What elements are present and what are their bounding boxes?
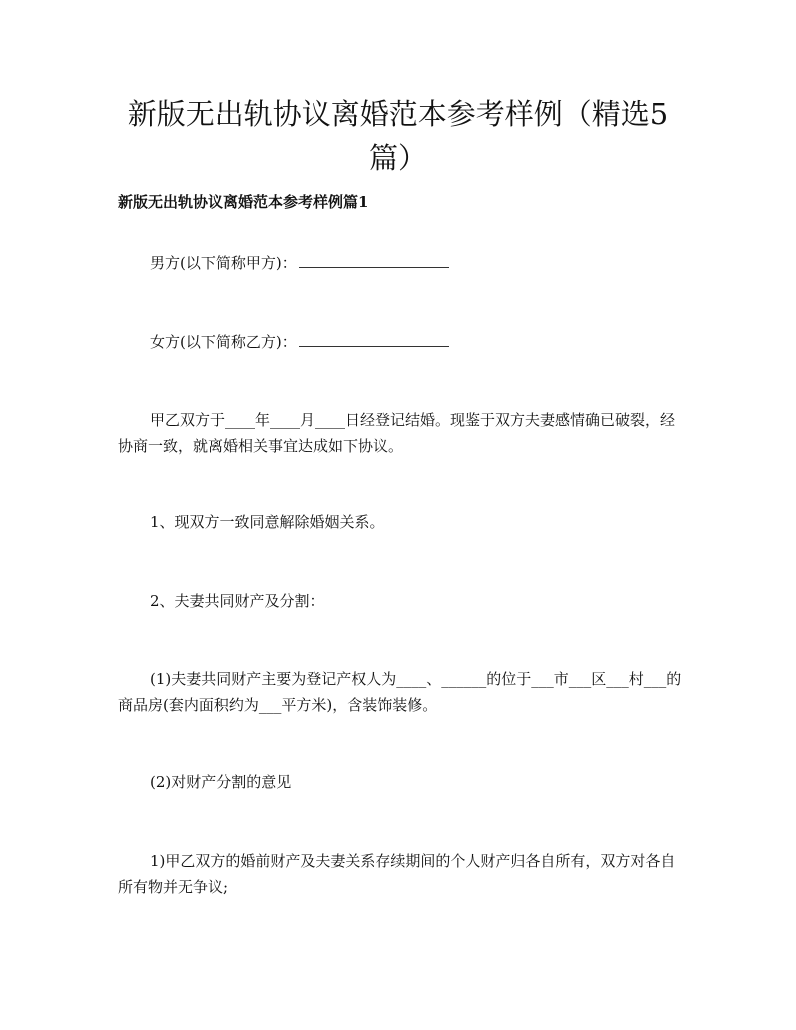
female-party-label: 女方(以下简称乙方)： — [150, 333, 297, 351]
clause-2-2-1: 1)甲乙双方的婚前财产及夫妻关系存续期间的个人财产归各自所有，双方对各自所有物并无争议; — [118, 852, 676, 896]
clause-1: 1、现双方一致同意解除婚姻关系。 — [150, 513, 385, 531]
clause-2: 2、夫妻共同财产及分割： — [150, 592, 325, 610]
male-party-label: 男方(以下简称甲方)： — [150, 254, 297, 272]
male-party-blank — [299, 266, 449, 268]
document-title: 新版无出轨协议离婚范本参考样例（精选5篇） — [127, 97, 669, 175]
section-heading: 新版无出轨协议离婚范本参考样例篇1 — [118, 193, 369, 211]
intro-paragraph: 甲乙双方于____年____月____日经登记结婚。现鉴于双方夫妻感情确已破裂，经协商一致，就离婚相关事宜达成如下协议。 — [118, 411, 676, 455]
female-party-line — [118, 329, 683, 355]
clause-2-2: (2)对财产分割的意见 — [150, 773, 292, 791]
male-party-line — [118, 250, 683, 276]
clause-2-1: (1)夫妻共同财产主要为登记产权人为____、______的位于___市___区___村___的商品房(套内面积约为___平方米)，含装饰装修。 — [118, 670, 682, 714]
female-party-blank — [299, 345, 449, 347]
